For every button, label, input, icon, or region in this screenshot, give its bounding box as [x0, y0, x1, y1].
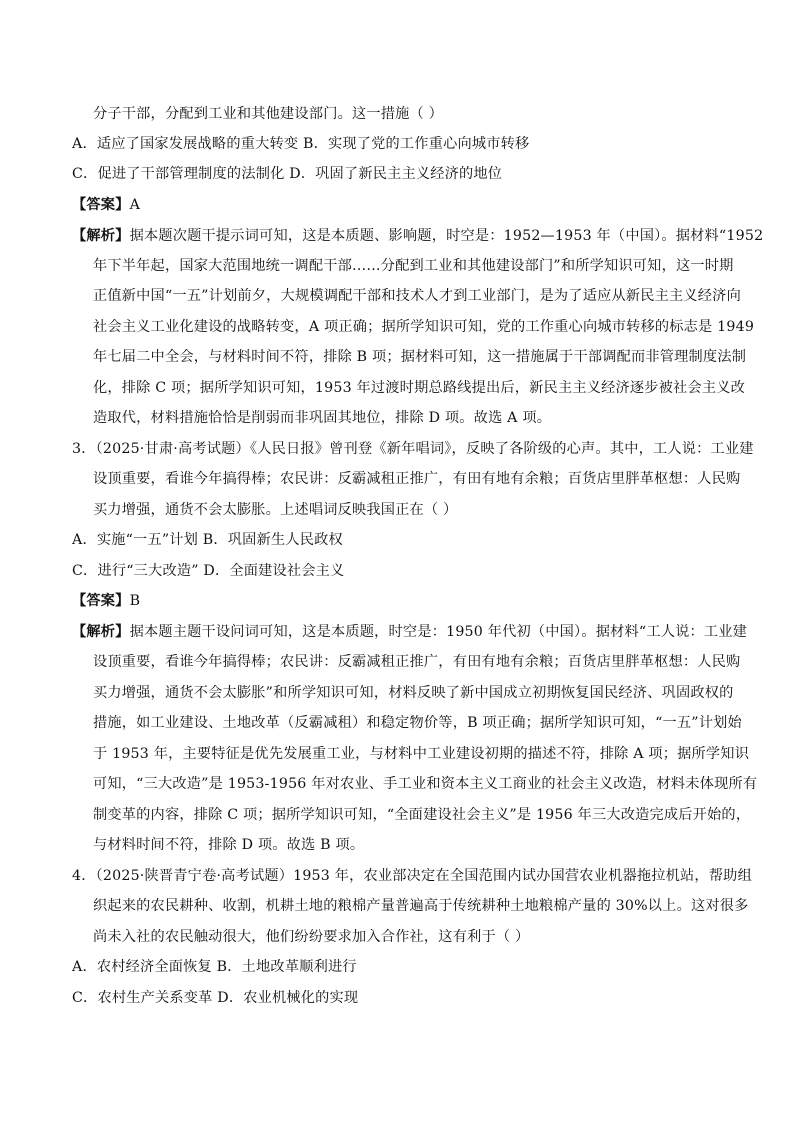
analysis-line: [72, 622, 748, 642]
option-line: A．适应了国家发展战略的重大转变 B．实现了党的工作重心向城市转移: [72, 136, 530, 152]
question-stem-line: 分子干部，分配到工业和其他建设部门。这一措施（ ）: [93, 106, 444, 122]
answer-line: [72, 591, 732, 611]
analysis-text: 据本题主题干设问词可知，这是本质题，时空是：1950 年代初（中国）。据材料“工人说：工业建: [129, 624, 748, 640]
option-line: C．促进了干部管理制度的法制化 D．巩固了新民主主义经济的地位: [72, 166, 503, 182]
analysis-line: 社会主义工业化建设的战略转变，A 项正确；据所学知识可知，党的工作重心向城市转移的标志是 1949: [93, 319, 755, 335]
option-line: C．进行“三大改造” D．全面建设社会主义: [72, 563, 345, 579]
question-stem-line: 4．（2025·陕晋青宁卷·高考试题）1953 年，农业部决定在全国范围内试办国营农业机器拖拉机站，帮助组: [72, 868, 752, 884]
analysis-line: 年下半年起，国家大范围地统一调配干部……分配到工业和其他建设部门”和所学知识可知，这一时期: [93, 258, 734, 274]
analysis-line: 可知，“三大改造”是 1953-1956 年对农业、手工业和资本主义工商业的社会主义改造，材料未体现所有: [93, 776, 758, 792]
question-stem-line: 3．（2025·甘肃·高考试题）《人民日报》曾刊登《新年唱词》，反映了各阶级的心声。其中，工人说：工业建: [72, 441, 754, 457]
question-stem-line: 织起来的农民耕种、收割，机耕土地的粮棉产量普遍高于传统耕种土地粮棉产量的 30%以上。这对很多: [93, 898, 749, 914]
option-line: A．农村经济全面恢复 B．土地改革顺利进行: [72, 959, 357, 975]
option-line: A．实施“一五”计划 B．巩固新生人民政权: [72, 532, 343, 548]
analysis-line: 制变革的内容，排除 C 项；据所学知识可知，“全面建设社会主义”是 1956 年三大改造完成后开始的，: [93, 807, 751, 823]
analysis-line: 造取代，材料措施恰恰是削弱而非巩固其地位，排除 D 项。故选 A 项。: [93, 410, 552, 426]
analysis-line: 设顶重要，看谁今年搞得棒；农民讲：反霸减租正推广，有田有地有余粮；百货店里胖革枢想：人民购: [93, 654, 741, 670]
analysis-line: 与材料时间不符，排除 D 项。故选 B 项。: [93, 837, 365, 853]
analysis-tag: 【解析】: [72, 228, 130, 244]
question-stem-line: 买力增强，通货不会太膨胀。上述唱词反映我国正在（ ）: [93, 502, 458, 518]
answer-value: A: [129, 197, 141, 213]
answer-tag: 【答案】: [72, 593, 130, 609]
option-line: C．农村生产关系变革 D．农业机械化的实现: [72, 990, 359, 1006]
analysis-line: 化，排除 C 项；据所学知识可知，1953 年过渡时期总路线提出后，新民主主义经济逐步被社会主义改: [93, 380, 745, 396]
answer-value: B: [129, 593, 141, 609]
question-stem-line: 尚未入社的农民触动很大，他们纷纷要求加入合作社，这有利于（ ）: [93, 929, 530, 945]
analysis-line: 于 1953 年，主要特征是优先发展重工业，与材料中工业建设初期的描述不符，排除 A 项；据所学知识: [93, 746, 750, 762]
answer-tag: 【答案】: [72, 197, 130, 213]
analysis-line: 措施，如工业建设、土地改革（反霸减租）和稳定物价等，B 项正确；据所学知识可知，“一五”计划始: [93, 715, 742, 731]
analysis-tag: 【解析】: [72, 624, 130, 640]
question-stem-line: 设顶重要，看谁今年搞得棒；农民讲：反霸减租正推广，有田有地有余粮；百货店里胖革枢想：人民购: [93, 471, 741, 487]
answer-line: [72, 195, 732, 215]
analysis-line: 买力增强，通货不会太膨胀”和所学知识可知，材料反映了新中国成立初期恢复国民经济、巩固政权的: [93, 685, 734, 701]
analysis-line: 正值新中国“一五”计划前夕，大规模调配干部和技术人才到工业部门，是为了适应从新民主主义经济向: [93, 288, 741, 304]
analysis-text: 据本题次题干提示词可知，这是本质题、影响题，时空是：1952—1953 年（中国）。据材料“1952: [129, 228, 764, 244]
analysis-line: 年七届二中全会，与材料时间不符，排除 B 项；据材料可知，这一措施属于干部调配而非管理制度法制: [93, 349, 747, 365]
analysis-line: [72, 226, 764, 246]
